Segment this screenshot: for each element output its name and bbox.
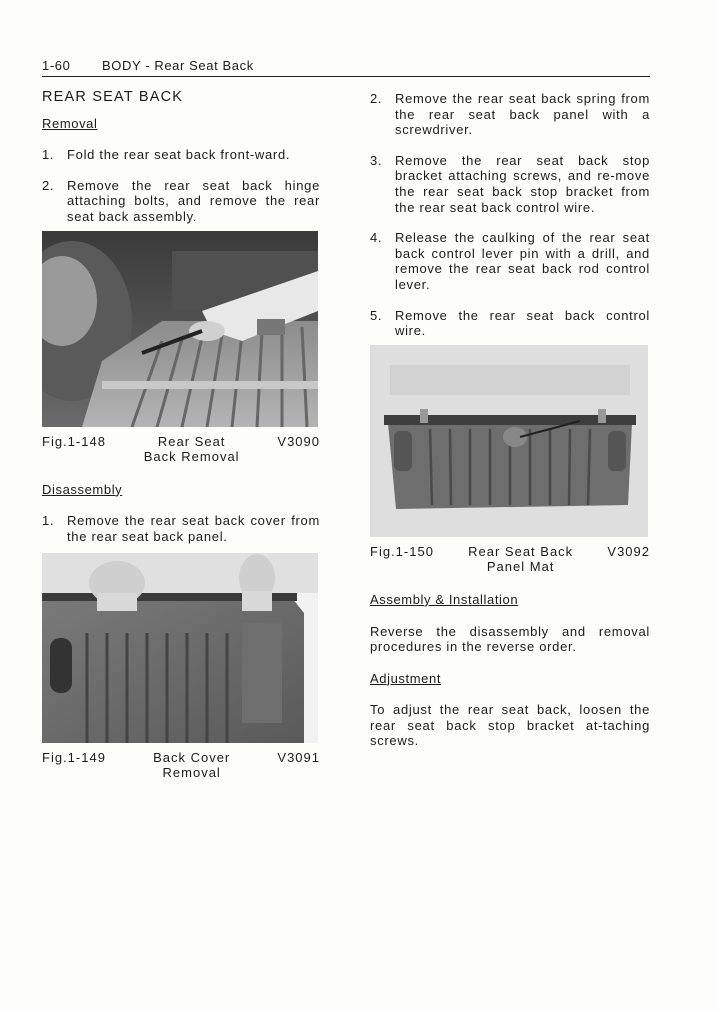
figure-id: Fig.1-148	[42, 433, 106, 449]
step-text: Remove the rear seat back hinge attaching bolts, and remove the rear seat back assembly.	[67, 177, 320, 224]
figure-code: V3092	[607, 543, 650, 559]
step-text: Remove the rear seat back stop bracket attaching screws, and re-move the rear seat back stop bracket from the rear seat back control wire.	[395, 152, 650, 215]
figure-title-line: Rear Seat Back	[468, 543, 574, 559]
step-number: 2.	[370, 91, 383, 106]
figure-title	[106, 750, 277, 781]
figure-id: Fig.1-150	[370, 543, 434, 559]
removal-steps-left	[42, 147, 320, 224]
step-number: 3.	[370, 152, 383, 168]
figure-149-caption	[42, 750, 320, 781]
removal-step	[370, 153, 650, 215]
removal-step	[370, 91, 650, 138]
step-text: Remove the rear seat back spring from the rear seat back panel with a screwdriver.	[395, 91, 650, 138]
disassembly-heading: Disassembly	[42, 481, 123, 497]
figure-title-line: Removal	[162, 765, 221, 781]
step-number: 1.	[42, 147, 55, 163]
removal-step	[42, 147, 320, 163]
assembly-text: Reverse the disassembly and removal procedures in the reverse order.	[370, 623, 650, 655]
running-head-title: BODY - Rear Seat Back	[102, 58, 254, 73]
step-text: Fold the rear seat back front-ward.	[67, 147, 291, 163]
adjustment-text: To adjust the rear seat back, loosen the rear seat back stop bracket at-taching screws.	[370, 702, 650, 749]
figure-title	[106, 434, 277, 465]
left-column	[42, 90, 320, 781]
removal-steps-right	[370, 91, 650, 339]
assembly-heading: Assembly & Installation	[370, 591, 519, 607]
figure-150-photo	[370, 345, 648, 537]
figure-title-line: Panel Mat	[486, 559, 555, 575]
step-text: Remove the rear seat back control wire.	[395, 307, 650, 339]
disassembly-steps	[42, 513, 320, 544]
figure-150-caption	[370, 544, 650, 575]
removal-heading: Removal	[42, 115, 98, 131]
section-title: REAR SEAT BACK	[42, 89, 184, 105]
removal-step	[370, 230, 650, 292]
figure-title-line: Back Cover	[153, 749, 231, 765]
figure-148-photo	[42, 231, 318, 427]
figure-title-line: Rear Seat	[157, 433, 226, 449]
right-column	[370, 91, 650, 765]
figure-title	[434, 544, 607, 575]
step-number: 4.	[370, 230, 383, 246]
step-number: 2.	[42, 177, 55, 193]
figure-code: V3091	[277, 749, 320, 765]
running-head	[42, 58, 650, 77]
adjustment-heading: Adjustment	[370, 670, 442, 686]
removal-step	[42, 178, 320, 225]
step-text: Remove the rear seat back cover from the rear seat back panel.	[67, 513, 320, 544]
figure-149-photo	[42, 553, 318, 743]
step-number: 1.	[42, 513, 55, 529]
figure-code: V3090	[277, 433, 320, 449]
figure-title-line: Back Removal	[143, 449, 240, 465]
removal-step	[370, 308, 650, 339]
page-number: 1-60	[42, 58, 71, 73]
step-number: 5.	[370, 307, 383, 323]
step-text: Release the caulking of the rear seat back control lever pin with a drill, and remove the rear seat back rod control lever.	[395, 230, 650, 292]
disassembly-step	[42, 513, 320, 544]
figure-id: Fig.1-149	[42, 749, 106, 765]
figure-148-caption	[42, 434, 320, 465]
